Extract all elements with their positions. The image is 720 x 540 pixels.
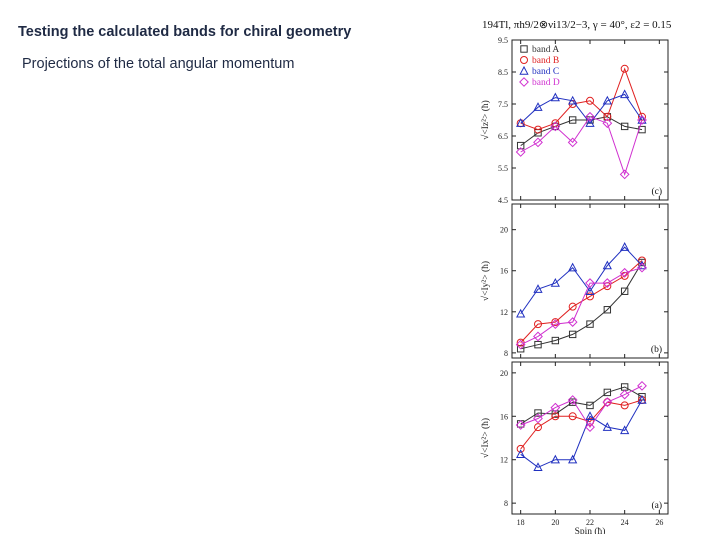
y-tick-label: 20 <box>500 225 508 235</box>
legend-marker <box>520 67 528 74</box>
series-line <box>521 386 642 427</box>
y-tick-label: 6.5 <box>498 132 508 141</box>
panel-label: (a) <box>651 501 662 511</box>
y-tick-label: 7.5 <box>498 100 508 109</box>
y-tick-label: 4.5 <box>498 196 508 205</box>
y-tick-label: 5.5 <box>498 164 508 173</box>
legend-label: band B <box>532 56 560 66</box>
y-tick-label: 8 <box>504 499 508 509</box>
slide-subtitle: Projections of the total angular momentum <box>22 56 295 72</box>
series-line <box>521 94 642 123</box>
legend-marker <box>521 57 528 64</box>
x-tick-label: 20 <box>551 518 560 527</box>
chart-figure <box>474 8 710 534</box>
legend-marker <box>520 78 528 86</box>
y-tick-label: 20 <box>500 368 508 378</box>
x-tick-label: 18 <box>516 518 525 527</box>
legend-label: band A <box>532 45 560 55</box>
y-tick-label: 12 <box>500 455 508 465</box>
y-axis-label: √<Iy²> (ħ) <box>481 260 491 302</box>
legend-marker <box>521 46 527 52</box>
x-axis-label: Spin (ħ) <box>574 527 606 534</box>
y-axis-label: √<Iz²> (ħ) <box>481 100 491 140</box>
y-tick-label: 12 <box>500 307 508 317</box>
legend-label: band D <box>532 78 560 88</box>
series-line <box>521 247 642 314</box>
y-tick-label: 9.5 <box>498 36 508 45</box>
data-point <box>638 382 646 390</box>
y-tick-label: 16 <box>500 412 508 422</box>
x-tick-label: 22 <box>586 518 594 527</box>
y-axis-label: √<Ix²> (ħ) <box>481 417 491 459</box>
figure <box>474 8 710 539</box>
x-tick-label: 26 <box>655 518 664 527</box>
legend-label: band C <box>532 67 560 77</box>
x-tick-label: 24 <box>620 518 629 527</box>
slide-title: Testing the calculated bands for chiral geometry <box>18 24 352 40</box>
panel-label: (c) <box>651 187 662 197</box>
y-tick-label: 8.5 <box>498 68 508 77</box>
y-tick-label: 16 <box>500 266 508 276</box>
figure-header: 194Tl, πh9/2⊗νi13/2−3, γ = 40°, ε2 = 0.15 <box>482 19 672 31</box>
panel-label: (b) <box>650 345 662 355</box>
series-line <box>521 400 642 449</box>
y-tick-label: 8 <box>504 348 508 358</box>
